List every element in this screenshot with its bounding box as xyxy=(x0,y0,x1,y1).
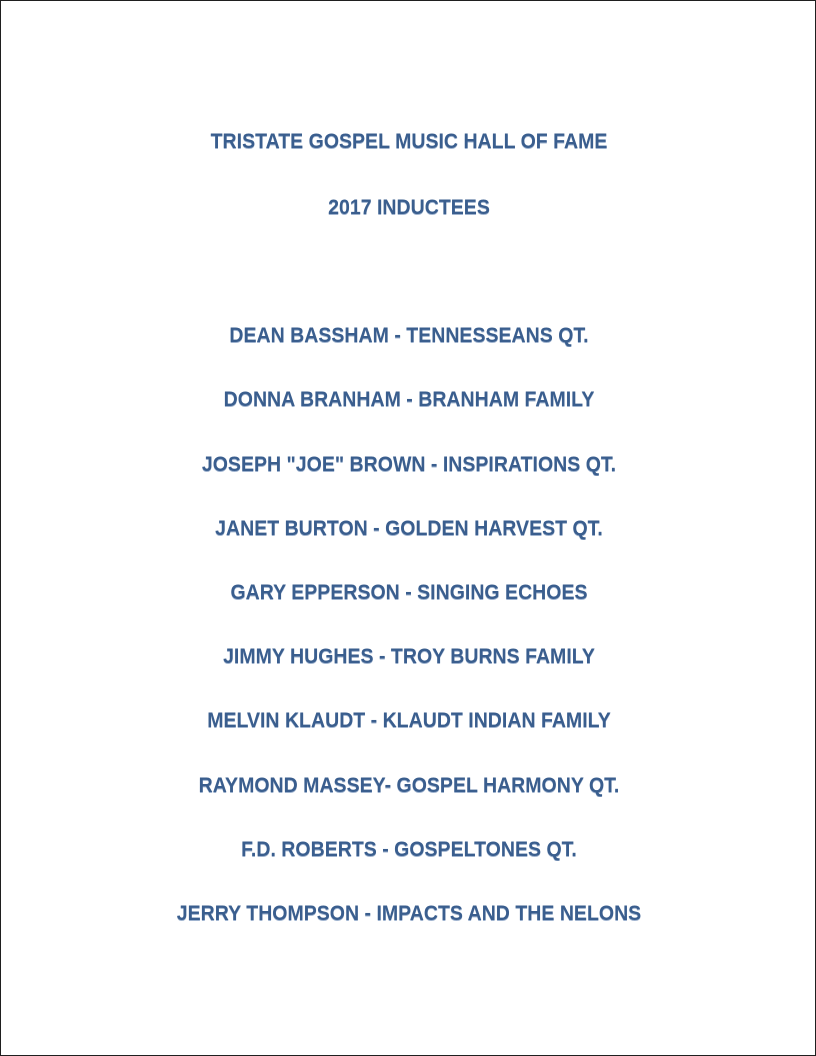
inductee-line: JERRY THOMPSON - IMPACTS AND THE NELONS xyxy=(176,902,642,925)
inductee-line: F.D. ROBERTS - GOSPELTONES QT. xyxy=(241,838,577,861)
inductee-line: JIMMY HUGHES - TROY BURNS FAMILY xyxy=(223,645,595,668)
inductee-line: RAYMOND MASSEY- GOSPEL HARMONY QT. xyxy=(198,774,620,797)
inductee-line: DEAN BASSHAM - TENNESSEANS QT. xyxy=(229,324,589,347)
inductee-line: JOSEPH "JOE" BROWN - INSPIRATIONS QT. xyxy=(201,453,617,476)
inductee-line: MELVIN KLAUDT - KLAUDT INDIAN FAMILY xyxy=(207,709,611,732)
document-subtitle: 2017 INDUCTEES xyxy=(328,196,490,219)
inductee-line: JANET BURTON - GOLDEN HARVEST QT. xyxy=(215,517,603,540)
document-title: TRISTATE GOSPEL MUSIC HALL OF FAME xyxy=(210,130,608,153)
inductee-line: DONNA BRANHAM - BRANHAM FAMILY xyxy=(223,388,595,411)
inductee-line: GARY EPPERSON - SINGING ECHOES xyxy=(230,581,588,604)
